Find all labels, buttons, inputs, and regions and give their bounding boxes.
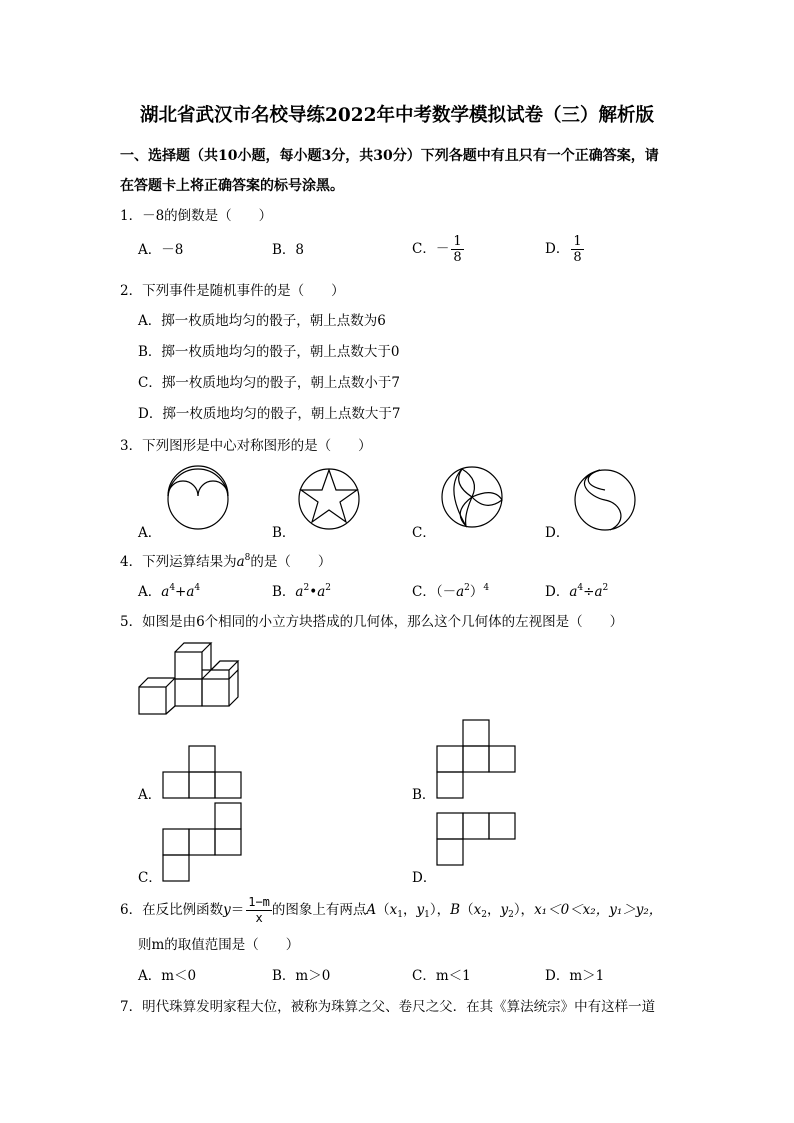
q6-stem-line1: 6．在反比例函数y＝ $\frac{1-m}{x}$ 的图象上有两点$A(x_1$，$y_1$），$B(x_2$，$y_2$），x₁＜0＜x₂，y₁＞y₂， — [120, 895, 663, 925]
q5-solid-figure — [139, 643, 238, 714]
q4-option-c-outer-exp: 4 — [483, 583, 490, 593]
q1-option-d-numerator: 1 — [573, 234, 582, 249]
q4-option-c-base: a — [456, 584, 465, 600]
q4-option-d-operator: ÷ — [583, 584, 595, 600]
q6-fraction-numerator: 1−m — [248, 895, 270, 909]
q3-label-d: D． — [545, 525, 570, 541]
q2-option-d: D．掷一枚质地均匀的骰子，朝上点数大于7 — [138, 406, 401, 422]
q4-option-d-exp1: 4 — [577, 583, 584, 593]
q5-label-a: A． — [138, 787, 162, 803]
q4-option-d-base1: a — [569, 584, 578, 600]
q5-stem: 5．如图是由6个相同的小立方块搭成的几何体，那么这个几何体的左视图是（ ） — [120, 614, 624, 630]
q4-option-a-exp1: 4 — [169, 583, 176, 593]
q3-label-c: C． — [412, 525, 436, 541]
q6-b-x: x — [473, 902, 482, 918]
q4-option-c-close: ） — [469, 584, 484, 600]
q4-stem-variable: a — [236, 554, 245, 570]
q6-stem-line2: 则m的取值范围是（ ） — [138, 937, 300, 953]
q4-option-c-exp: 2 — [464, 583, 470, 593]
q2-option-c: C．掷一枚质地均匀的骰子，朝上点数小于7 — [138, 375, 400, 391]
q6-a-y-sub: 1 — [424, 910, 430, 920]
q5-label-c: C． — [138, 870, 162, 886]
q6-condition: x₁＜0＜x₂，y₁＞y₂， — [534, 902, 663, 918]
q4-stem-pre: 4．下列运算结果为 — [120, 554, 237, 570]
q6-fraction-denominator: x — [255, 911, 263, 925]
q4-option-b-base2: a — [317, 584, 326, 600]
q6-option-a: A．m＜0 — [138, 968, 197, 984]
q3-label-b: B． — [272, 525, 296, 541]
q2-option-a: A．掷一枚质地均匀的骰子，朝上点数为6 — [138, 313, 386, 329]
q4-option-b-label: B． — [272, 584, 296, 600]
q4-option-c-open: （－ — [435, 584, 457, 600]
q6-point-a: A — [366, 902, 377, 918]
section-heading-line2: 在答题卡上将正确答案的标号涂黑。 — [120, 178, 344, 194]
q4-option-a-exp2: 4 — [194, 583, 201, 593]
q6-stem-mid: 的图象上有两点 — [271, 902, 367, 918]
q4-option-b-exp1: 2 — [303, 583, 310, 593]
q7-stem: 7．明代珠算发明家程大位，被称为珠算之父、卷尺之父．在其《算法统宗》中有这样一道 — [120, 999, 656, 1015]
q5-label-d: D． — [412, 870, 437, 886]
q4-option-b-base1: a — [295, 584, 304, 600]
q4-option-d-exp2: 2 — [602, 583, 609, 593]
q4-option-a-base2: a — [186, 584, 195, 600]
q2-option-b: B．掷一枚质地均匀的骰子，朝上点数大于0 — [138, 344, 400, 360]
q6-function-fraction — [246, 895, 272, 926]
q4-option-c-label: C． — [412, 584, 436, 600]
q6-b-y: y — [500, 902, 509, 918]
q1-option-d-denominator: 8 — [573, 250, 582, 265]
q6-function-equals: ＝ — [230, 902, 245, 918]
q1-option-c-denominator: 8 — [453, 250, 462, 265]
q6-option-d: D．m＞1 — [545, 968, 605, 984]
q6-b-x-sub: 2 — [481, 910, 487, 920]
q4-stem-post: 的是（ ） — [250, 554, 332, 570]
q1-option-b: B．8 — [272, 242, 305, 258]
q3-stem: 3．下列图形是中心对称图形的是（ ） — [120, 438, 372, 454]
q4-option-a-base1: a — [161, 584, 170, 600]
q4-option-a-label: A． — [138, 584, 162, 600]
q1-stem: 1．－8的倒数是（ ） — [120, 208, 273, 224]
q1-option-d-prefix: D． — [545, 241, 570, 257]
q4-option-b-operator: • — [309, 584, 318, 600]
q6-a-y: y — [416, 902, 425, 918]
q4-option-d-base2: a — [594, 584, 603, 600]
q6-function-y: y — [223, 902, 231, 918]
q6-a-x-sub: 1 — [397, 910, 404, 920]
q4-option-b-exp2: 2 — [325, 583, 331, 593]
q6-option-c: C．m＜1 — [412, 968, 471, 984]
page-title: 湖北省武汉市名校导练2022年中考数学模拟试卷（三）解析版 — [140, 105, 654, 126]
q6-point-b: B — [450, 902, 461, 918]
q5-option-a-view — [163, 746, 241, 798]
q6-stem-pre: 6．在反比例函数 — [120, 902, 224, 918]
section-heading-line1: 一、选择题（共10小题，每小题3分，共30分）下列各题中有且只有一个正确答案，请 — [120, 148, 659, 164]
q1-option-c-prefix: C．－ — [412, 241, 450, 257]
q5-option-c-view — [163, 803, 241, 881]
q3-label-a: A． — [138, 525, 162, 541]
q5-option-d-view — [437, 813, 515, 865]
q4-stem-exponent: 8 — [244, 553, 251, 563]
q6-b-y-sub: 2 — [508, 910, 514, 920]
q4-option-d-label: D． — [545, 584, 570, 600]
q1-option-c-numerator: 1 — [453, 234, 462, 249]
q1-option-a: A．－8 — [138, 242, 184, 258]
q2-stem: 2．下列事件是随机事件的是（ ） — [120, 283, 345, 299]
q6-option-b: B．m＞0 — [272, 968, 331, 984]
q4-option-a-operator: + — [175, 584, 187, 600]
q6-a-x: x — [389, 902, 398, 918]
q5-option-b-view — [437, 720, 515, 798]
q5-label-b: B． — [412, 787, 436, 803]
